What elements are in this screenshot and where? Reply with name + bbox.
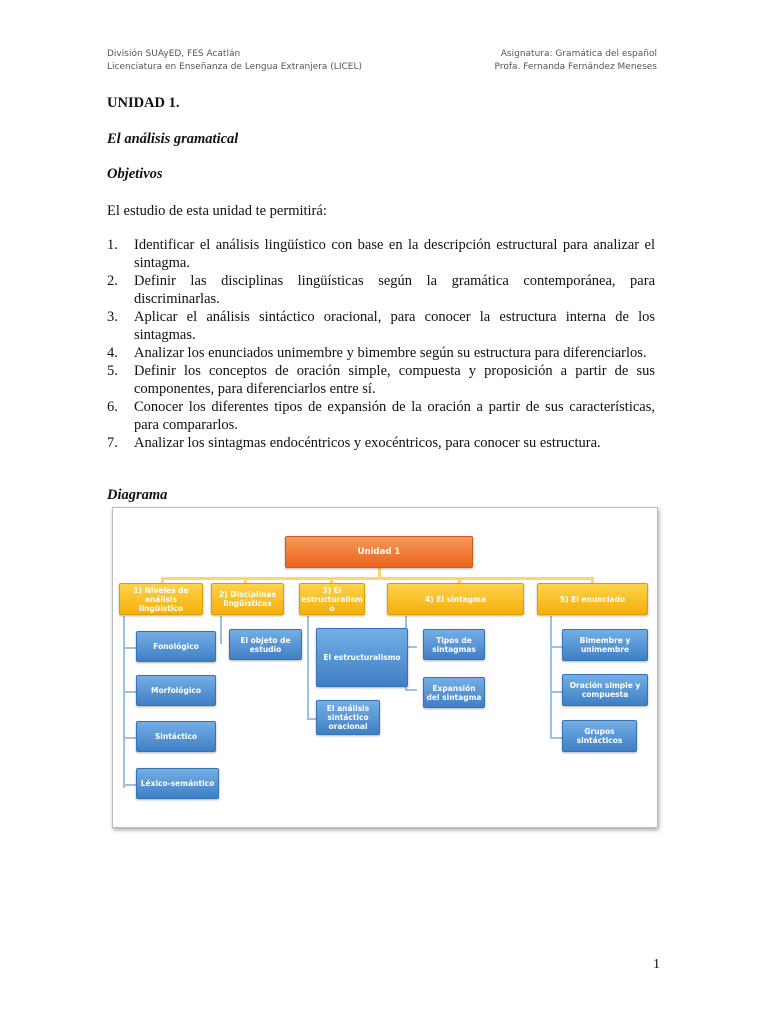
node-lexico-semantico: Léxico-semántico	[136, 768, 219, 799]
connector-line	[123, 737, 137, 739]
item-number: 3.	[107, 309, 118, 325]
node-sintactico: Sintáctico	[136, 721, 216, 752]
node-disciplinas: 2) Disciplinas lingüísticas	[211, 583, 284, 615]
connector-line	[123, 647, 137, 649]
connector-line	[550, 616, 552, 738]
list-item	[107, 272, 655, 308]
header-left	[107, 48, 362, 74]
item-number: 2.	[107, 273, 118, 289]
connector-line	[550, 691, 562, 693]
item-number: 5.	[107, 363, 118, 379]
node-objeto-estudio: El objeto de estudio	[229, 629, 302, 660]
connector-line	[123, 616, 125, 788]
node-expansion-sintagma: Expansión del sintagma	[423, 677, 485, 708]
connector-line	[123, 691, 137, 693]
connector-line	[220, 616, 222, 644]
connector-line	[550, 646, 562, 648]
item-number: 4.	[107, 345, 118, 361]
item-number: 6.	[107, 399, 118, 415]
item-text: Conocer los diferentes tipos de expansión de la oración a partir de sus características, para compararlos.	[134, 399, 655, 433]
item-text: Identificar el análisis lingüístico con base en la descripción estructural para analizar el sintagma.	[134, 237, 655, 271]
concept-diagram	[112, 507, 658, 828]
diagram-heading: Diagrama	[107, 487, 168, 503]
header-institution: División SUAyED, FES Acatlán	[107, 49, 241, 59]
list-item	[107, 398, 655, 434]
diagram-root-node: Unidad 1	[285, 536, 473, 568]
node-enunciado: 5) El enunciado	[537, 583, 648, 615]
node-tipos-sintagmas: Tipos de sintagmas	[423, 629, 485, 660]
connector-line	[161, 577, 593, 580]
unit-title: UNIDAD 1.	[107, 95, 180, 111]
header-right	[495, 48, 657, 74]
subtitle: El análisis gramatical	[107, 131, 239, 147]
connector-line	[307, 718, 316, 720]
objectives-heading: Objetivos	[107, 166, 163, 182]
intro-text: El estudio de esta unidad te permitirá:	[107, 203, 327, 219]
node-oracion-simple: Oración simple y compuesta	[562, 674, 648, 706]
list-item	[107, 362, 655, 398]
header-subject: Asignatura: Gramática del español	[500, 49, 657, 59]
objectives-list	[107, 236, 655, 452]
header-program: Licenciatura en Enseñanza de Lengua Extranjera (LICEL)	[107, 62, 362, 72]
node-estructuralismo: 3) El estructuralism o	[299, 583, 365, 615]
node-el-estructuralismo: El estructuralismo	[316, 628, 408, 687]
connector-line	[123, 784, 137, 786]
item-text: Analizar los enunciados unimembre y bimembre según su estructura para diferenciarlos.	[134, 345, 647, 361]
list-item	[107, 236, 655, 272]
node-bimembre: Bimembre y unimembre	[562, 629, 648, 661]
item-number: 1.	[107, 237, 118, 253]
node-analisis-sintactico: El análisis sintáctico oracional	[316, 700, 380, 735]
item-text: Definir los conceptos de oración simple, compuesta y proposición a partir de sus componentes, para diferenciarlos entre sí.	[134, 363, 655, 397]
item-number: 7.	[107, 435, 118, 451]
node-morfologico: Morfológico	[136, 675, 216, 706]
connector-line	[307, 616, 309, 720]
connector-line	[550, 737, 562, 739]
list-item	[107, 344, 655, 362]
item-text: Analizar los sintagmas endocéntricos y exocéntricos, para conocer su estructura.	[134, 435, 601, 451]
node-sintagma: 4) El sintagma	[387, 583, 524, 615]
node-grupos-sintacticos: Grupos sintácticos	[562, 720, 637, 752]
list-item	[107, 308, 655, 344]
page-number: 1	[653, 957, 660, 972]
header-professor: Profa. Fernanda Fernández Meneses	[494, 62, 657, 72]
node-fonologico: Fonológico	[136, 631, 216, 662]
connector-line	[405, 689, 417, 691]
item-text: Aplicar el análisis sintáctico oracional, para conocer la estructura interna de los sintagmas.	[134, 309, 655, 343]
list-item	[107, 434, 655, 452]
item-text: Definir las disciplinas lingüísticas según la gramática contemporánea, para discriminarlas.	[134, 273, 655, 307]
node-niveles: 1) Niveles de análisis lingüístico	[119, 583, 203, 615]
